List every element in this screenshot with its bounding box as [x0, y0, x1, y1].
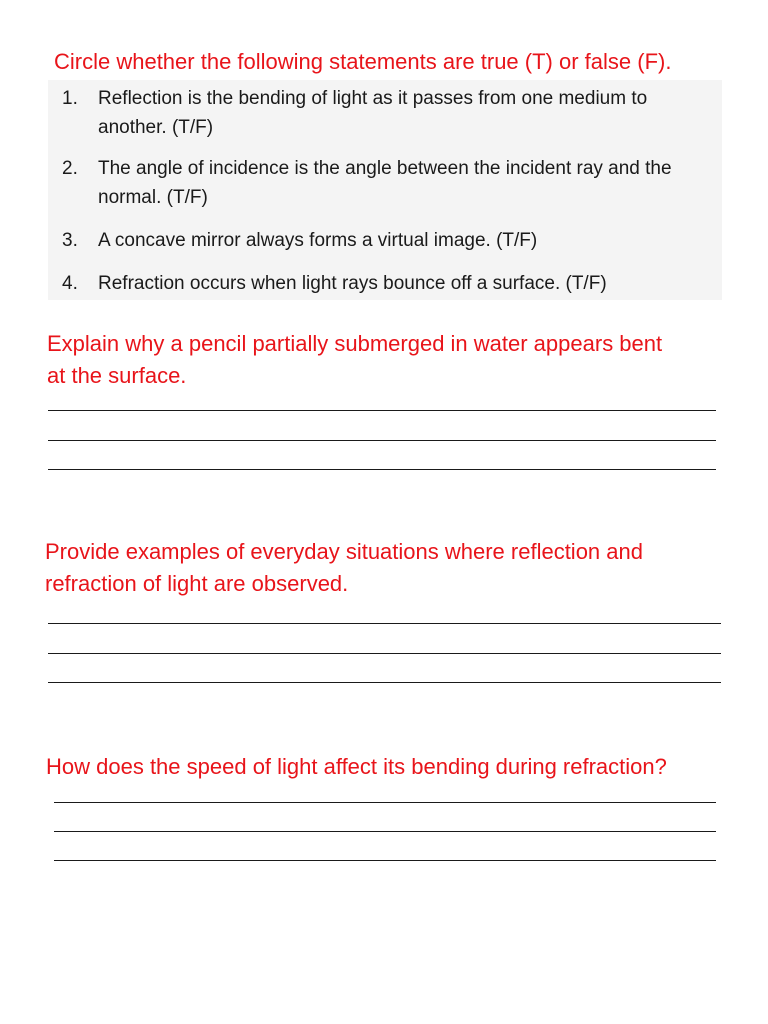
- answer-line[interactable]: [54, 860, 716, 861]
- answer-line[interactable]: [48, 682, 721, 683]
- section2-heading: [47, 328, 662, 392]
- section3-heading: [45, 536, 643, 600]
- list-item: [62, 269, 712, 298]
- section1-heading: Circle whether the following statements are true (T) or false (F).: [54, 49, 672, 74]
- item-text: Reflection is the bending of light as it passes from one medium to another. (T/F): [98, 88, 648, 138]
- answer-line[interactable]: [48, 410, 716, 411]
- answer-line[interactable]: [48, 623, 721, 624]
- item-number: 3.: [62, 230, 78, 251]
- item-number: 2.: [62, 158, 78, 179]
- list-item: [62, 154, 712, 212]
- item-text: The angle of incidence is the angle between the incident ray and the normal. (T/F): [98, 158, 672, 208]
- heading-line: at the surface.: [47, 363, 187, 388]
- item-text: Refraction occurs when light rays bounce off a surface. (T/F): [98, 273, 607, 294]
- true-false-list-panel: [48, 80, 722, 300]
- heading-line: refraction of light are observed.: [45, 571, 349, 596]
- heading-line: Explain why a pencil partially submerged in water appears bent: [47, 331, 663, 356]
- answer-line[interactable]: [48, 440, 716, 441]
- item-number: 1.: [62, 88, 78, 109]
- answer-line[interactable]: [48, 469, 716, 470]
- list-item: [62, 226, 712, 255]
- answer-line[interactable]: [54, 831, 716, 832]
- item-text: A concave mirror always forms a virtual image. (T/F): [98, 230, 538, 251]
- answer-line[interactable]: [54, 802, 716, 803]
- item-number: 4.: [62, 273, 78, 294]
- answer-line[interactable]: [48, 653, 721, 654]
- heading-line: Provide examples of everyday situations where reflection and: [45, 539, 643, 564]
- section4-heading: How does the speed of light affect its bending during refraction?: [46, 754, 667, 779]
- list-item: [62, 84, 712, 142]
